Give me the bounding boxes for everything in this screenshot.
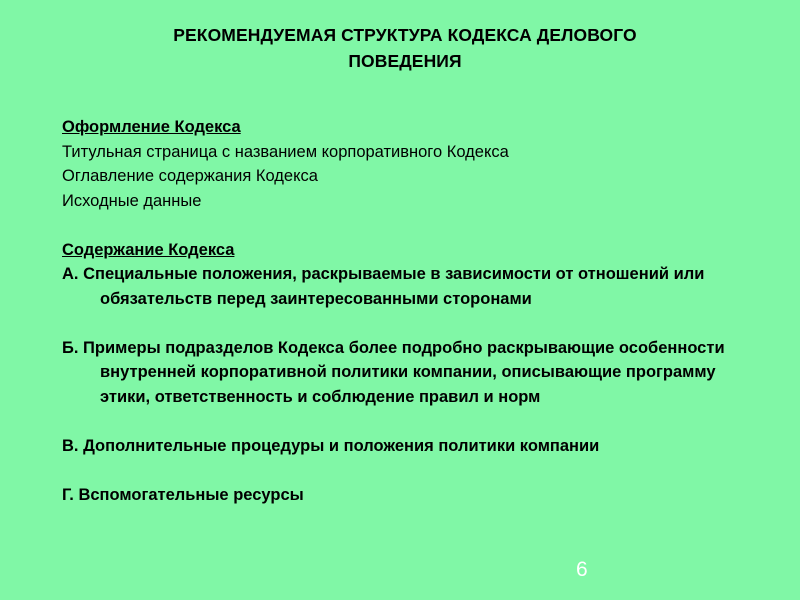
spacer [62, 409, 762, 434]
content-item-v: В. Дополнительные процедуры и положения политики компании [62, 436, 600, 455]
section-heading-design: Оформление Кодекса [62, 118, 241, 136]
content-item-g: Г. Вспомогательные ресурсы [62, 485, 304, 504]
spacer [62, 311, 762, 336]
content-item-a: А. Специальные положения, раскрываемые в зависимости от отношений или обязательств перед заинтересованными сторонами [62, 265, 705, 308]
slide-title [100, 22, 710, 74]
content-item-b: Б. Примеры подразделов Кодекса более подробно раскрывающие особенности внутренней корпоративной политики компании, описывающие программу этики, ответственность и соблюдение правил и норм [62, 338, 725, 406]
design-line-contents: Оглавление содержания Кодекса [62, 167, 318, 185]
slide-title-line-2: ПОВЕДЕНИЯ [348, 51, 462, 71]
design-line-source-data: Исходные данные [62, 191, 202, 210]
design-line-title-page: Титульная страница с названием корпоративного Кодекса [62, 142, 509, 161]
section-heading-content: Содержание Кодекса [62, 240, 235, 259]
spacer [62, 458, 762, 483]
slide-body [62, 115, 762, 507]
slide-title-line-1: РЕКОМЕНДУЕМАЯ СТРУКТУРА КОДЕКСА ДЕЛОВОГО [173, 25, 637, 45]
page-number: 6 [576, 558, 588, 581]
spacer [62, 213, 762, 238]
